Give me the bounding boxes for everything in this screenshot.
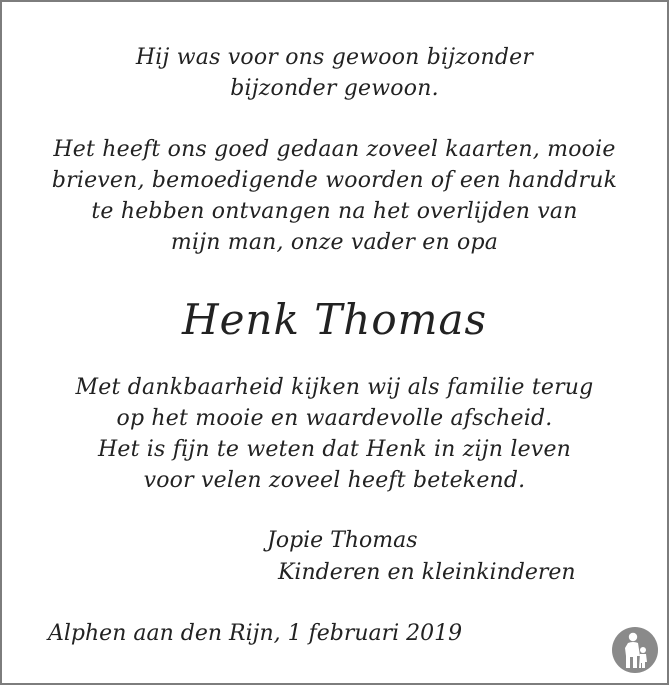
intro-line: bijzonder gewoon. (230, 76, 439, 101)
signatory-family: Kinderen en kleinkinderen (278, 560, 576, 585)
gratitude-text (2, 372, 667, 496)
thanks-text (2, 134, 667, 258)
thanks-line: te hebben ontvangen na het overlijden van (91, 199, 578, 224)
gratitude-line: Met dankbaarheid kijken wij als familie terug (75, 375, 594, 400)
gratitude-line: voor velen zoveel heeft betekend. (143, 468, 526, 493)
deceased-name: Henk Thomas (181, 295, 488, 344)
gratitude-line: Het is fijn te weten dat Henk in zijn leven (97, 437, 572, 462)
intro-text (2, 42, 667, 104)
intro-line: Hij was voor ons gewoon bijzonder (135, 45, 534, 70)
thanks-line: Het heeft ons goed gedaan zoveel kaarten, mooie (53, 137, 616, 162)
gratitude-line: op het mooie en waardevolle afscheid. (116, 406, 553, 431)
figure-with-child-icon (611, 626, 659, 674)
signatory-primary: Jopie Thomas (267, 528, 418, 553)
place-and-date: Alphen aan den Rijn, 1 februari 2019 (48, 621, 463, 646)
thanks-line: mijn man, onze vader en opa (170, 230, 499, 255)
thanks-line: brieven, bemoedigende woorden of een handdruk (51, 168, 618, 193)
